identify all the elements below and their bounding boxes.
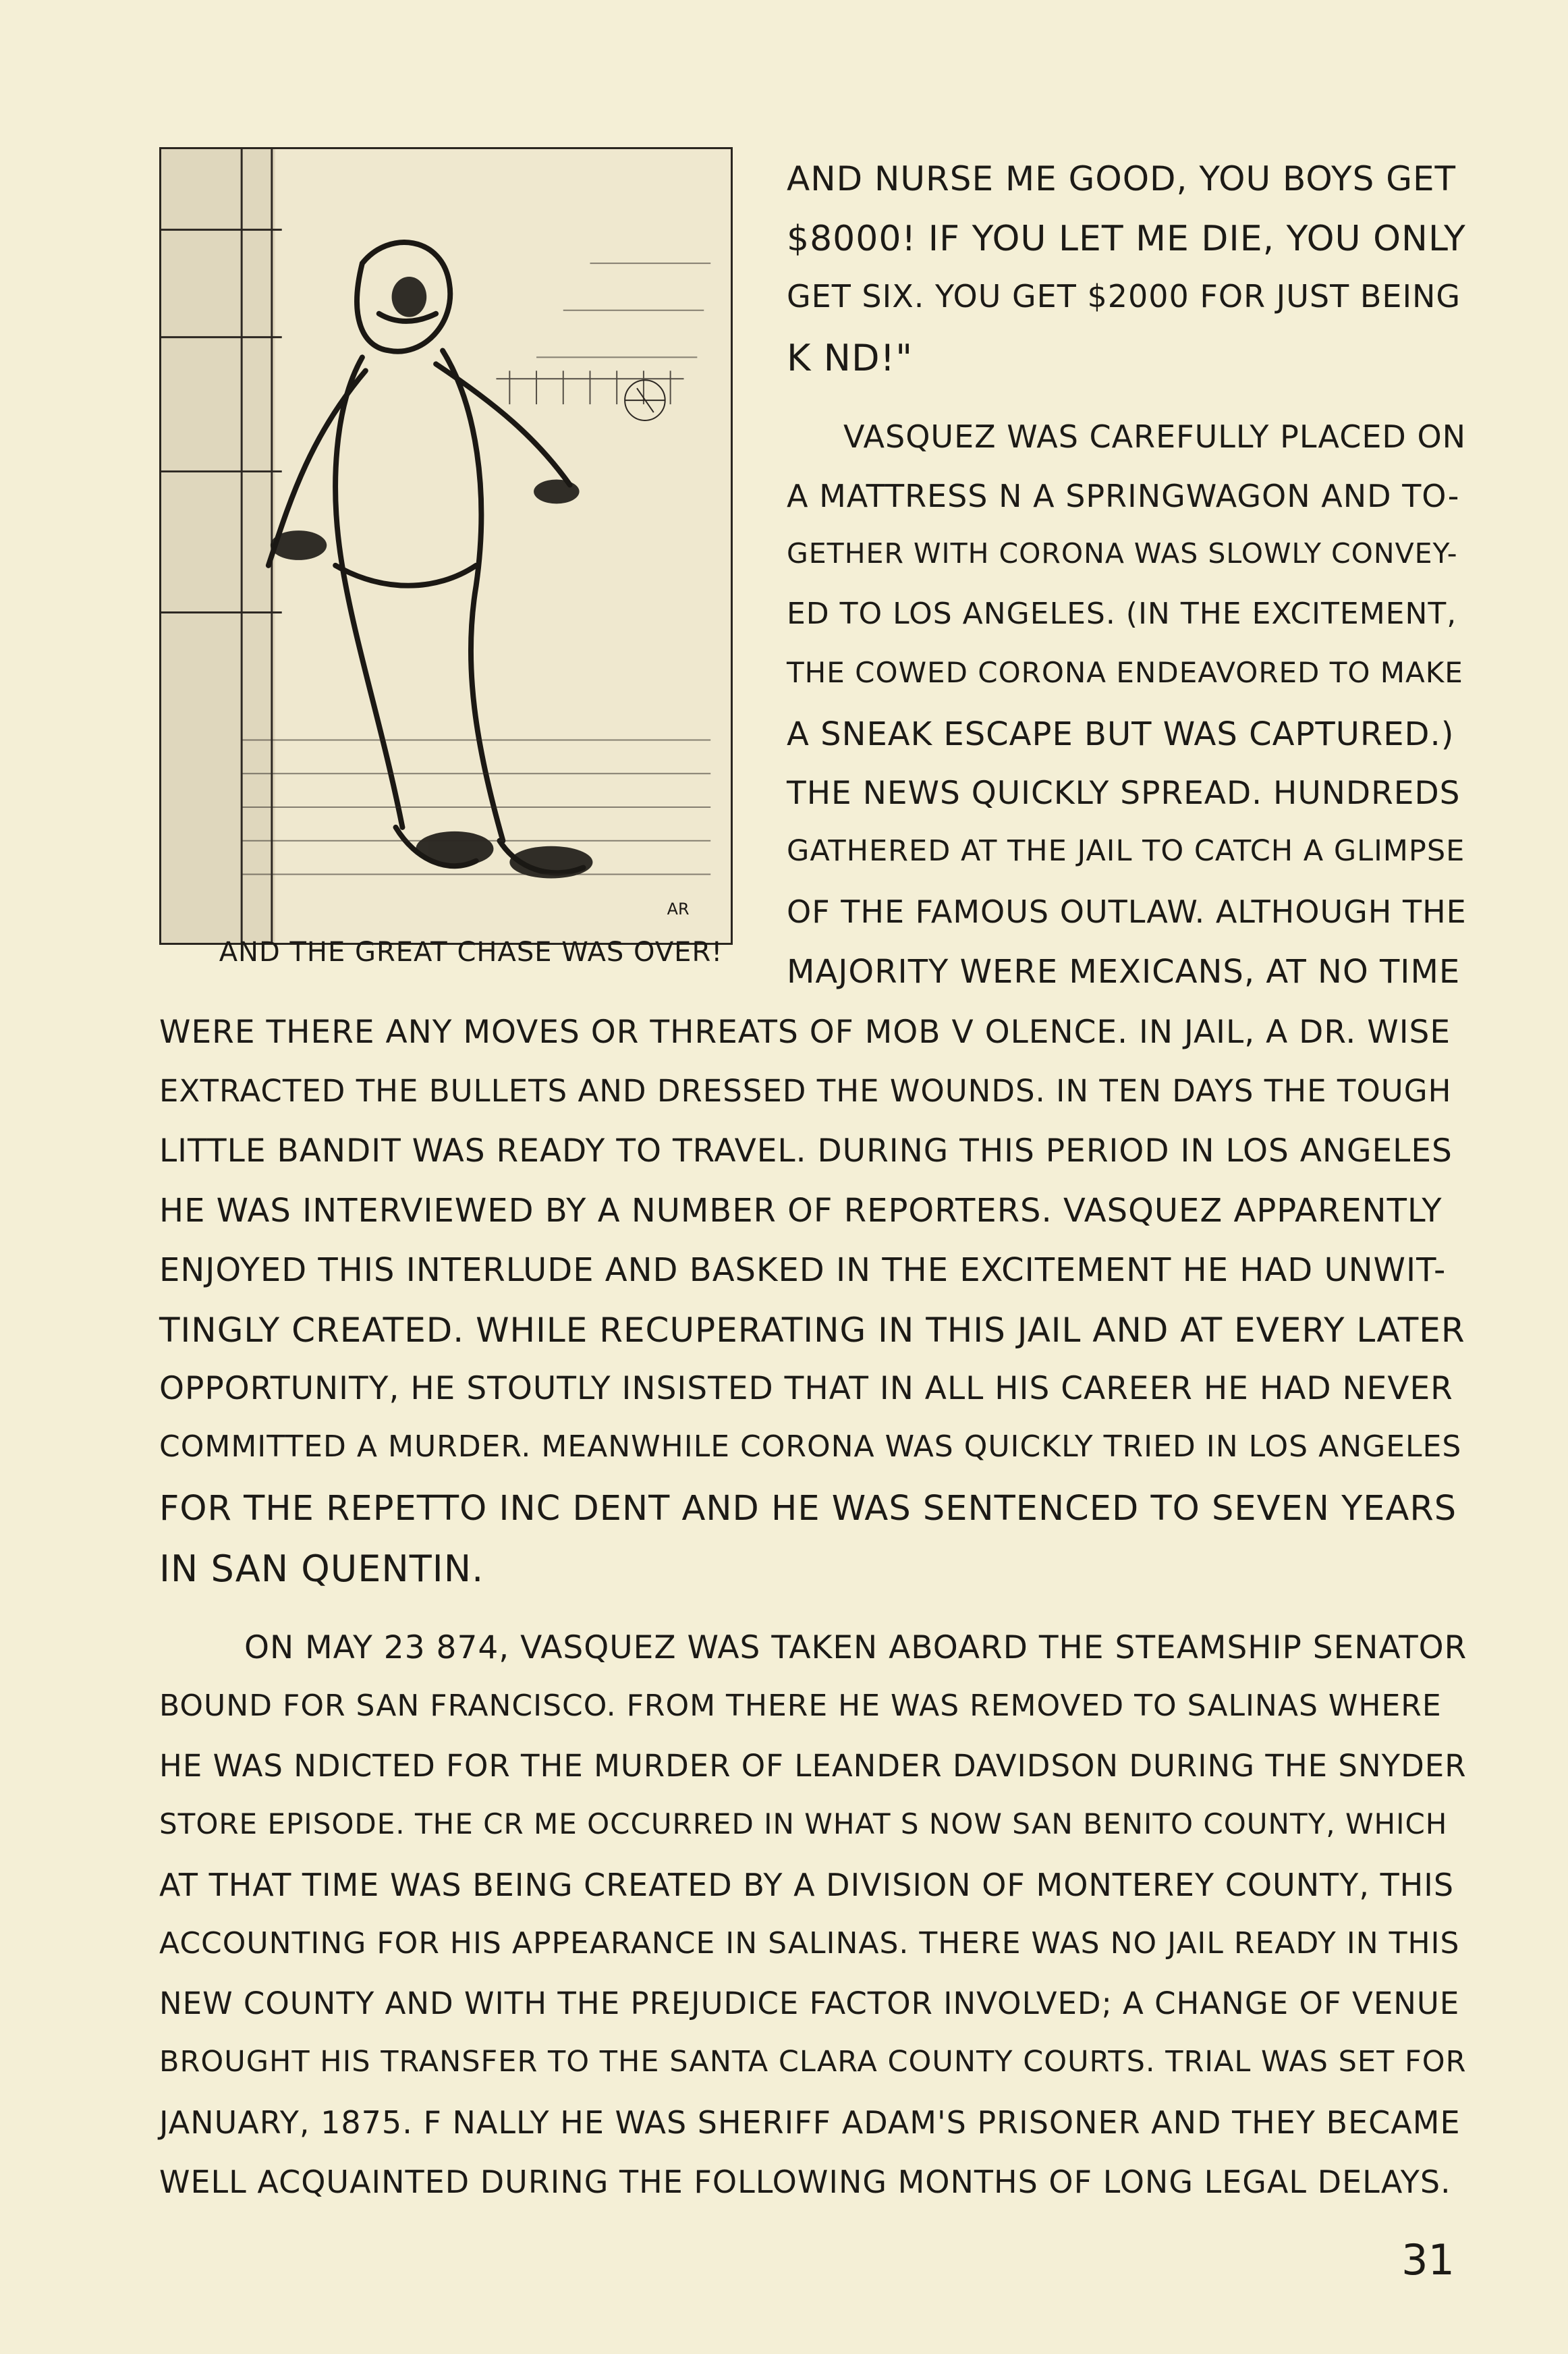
body-line-9: FOR THE REPETTO INC DENT AND HE WAS SENTENCED TO SEVEN YEARS bbox=[159, 1489, 1457, 1529]
illustration-caption: AND THE GREAT CHASE WAS OVER! bbox=[219, 937, 723, 968]
body-line-4: HE WAS INTERVIEWED BY A NUMBER OF REPORTERS. VASQUEZ APPARENTLY bbox=[159, 1192, 1443, 1230]
right-column-line-9: THE COWED CORONA ENDEAVORED TO MAKE bbox=[787, 656, 1463, 689]
body-line-16: ACCOUNTING FOR HIS APPEARANCE IN SALINAS. THERE WAS NO JAIL READY IN THIS bbox=[159, 1926, 1460, 1961]
right-column-line-5: VASQUEZ WAS CAREFULLY PLACED ON bbox=[843, 418, 1467, 455]
right-column-line-4: K ND!" bbox=[787, 337, 914, 379]
body-line-14: STORE EPISODE. THE CR ME OCCURRED IN WHAT S NOW SAN BENITO COUNTY, WHICH bbox=[159, 1807, 1448, 1840]
body-line-10: IN SAN QUENTIN. bbox=[159, 1548, 484, 1590]
body-line-5: ENJOYED THIS INTERLUDE AND BASKED IN THE EXCITEMENT HE HAD UNWIT- bbox=[159, 1251, 1447, 1289]
illustration-outlaw-wounded bbox=[159, 147, 733, 945]
page-number: 31 bbox=[1401, 2235, 1455, 2284]
right-column-line-6: A MATTRESS N A SPRINGWAGON AND TO- bbox=[787, 478, 1460, 514]
right-column-line-12: GATHERED AT THE JAIL TO CATCH A GLIMPSE bbox=[787, 834, 1465, 868]
body-line-18: BROUGHT HIS TRANSFER TO THE SANTA CLARA COUNTY COURTS. TRIAL WAS SET FOR bbox=[159, 2045, 1467, 2079]
body-line-2: EXTRACTED THE BULLETS AND DRESSED THE WOUNDS. IN TEN DAYS THE TOUGH bbox=[159, 1073, 1452, 1109]
body-line-15: AT THAT TIME WAS BEING CREATED BY A DIVISION OF MONTEREY COUNTY, THIS bbox=[159, 1867, 1455, 1903]
right-column-line-8: ED TO LOS ANGELES. (IN THE EXCITEMENT, bbox=[787, 597, 1457, 631]
illustration-signature: AR bbox=[667, 900, 690, 919]
body-line-8: COMMITTED A MURDER. MEANWHILE CORONA WAS QUICKLY TRIED IN LOS ANGELES bbox=[159, 1429, 1462, 1464]
right-column-line-3: GET SIX. YOU GET $2000 FOR JUST BEING bbox=[787, 278, 1461, 314]
body-line-1: WERE THERE ANY MOVES OR THREATS OF MOB V OLENCE. IN JAIL, A DR. WISE bbox=[159, 1014, 1451, 1051]
right-column-line-7: GETHER WITH CORONA WAS SLOWLY CONVEY- bbox=[787, 537, 1458, 570]
ink-drawing bbox=[161, 149, 731, 943]
body-line-12: BOUND FOR SAN FRANCISCO. FROM THERE HE WAS REMOVED TO SALINAS WHERE bbox=[159, 1689, 1442, 1723]
right-column-line-2: $8000! IF YOU LET ME DIE, YOU ONLY bbox=[787, 219, 1466, 259]
body-line-11: ON MAY 23 874, VASQUEZ WAS TAKEN ABOARD THE STEAMSHIP SENATOR bbox=[244, 1629, 1467, 1666]
body-line-7: OPPORTUNITY, HE STOUTLY INSISTED THAT IN ALL HIS CAREER HE HAD NEVER bbox=[159, 1370, 1453, 1407]
body-line-6: TINGLY CREATED. WHILE RECUPERATING IN THIS JAIL AND AT EVERY LATER bbox=[159, 1311, 1465, 1350]
body-line-19: JANUARY, 1875. F NALLY HE WAS SHERIFF ADAM'S PRISONER AND THEY BECAME bbox=[159, 2104, 1461, 2141]
right-column-line-14: MAJORITY WERE MEXICANS, AT NO TIME bbox=[787, 953, 1461, 991]
right-column-line-13: OF THE FAMOUS OUTLAW. ALTHOUGH THE bbox=[787, 894, 1467, 930]
right-column-line-11: THE NEWS QUICKLY SPREAD. HUNDREDS bbox=[787, 775, 1461, 812]
body-line-20: WELL ACQUAINTED DURING THE FOLLOWING MONTHS OF LONG LEGAL DELAYS. bbox=[159, 2164, 1451, 2200]
body-line-13: HE WAS NDICTED FOR THE MURDER OF LEANDER DAVIDSON DURING THE SNYDER bbox=[159, 1748, 1467, 1784]
body-line-17: NEW COUNTY AND WITH THE PREJUDICE FACTOR INVOLVED; A CHANGE OF VENUE bbox=[159, 1986, 1460, 2021]
right-column-line-10: A SNEAK ESCAPE BUT WAS CAPTURED.) bbox=[787, 715, 1455, 753]
right-column-line-1: AND NURSE ME GOOD, YOU BOYS GET bbox=[787, 159, 1457, 198]
body-line-3: LITTLE BANDIT WAS READY TO TRAVEL. DURING THIS PERIOD IN LOS ANGELES bbox=[159, 1132, 1453, 1170]
